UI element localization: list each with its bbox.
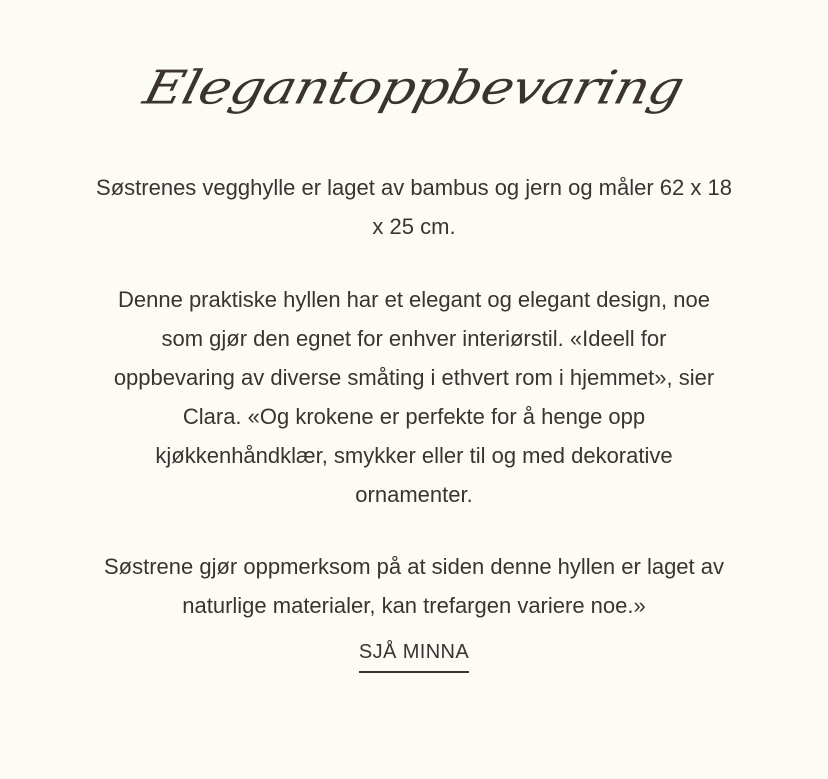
- paragraph-line: Søstrene gjør oppmerksom på at siden denne hyllen er laget av: [104, 554, 724, 579]
- paragraph-line: Clara. «Og krokene er perfekte for å henge opp: [182, 404, 646, 429]
- title-container: [0, 38, 828, 138]
- description-paragraph-2: [50, 280, 778, 514]
- paragraph-line: x 25 cm.: [372, 214, 456, 239]
- description-paragraph-3: [50, 547, 778, 625]
- paragraph-line: som gjør den egnet for enhver interiørstil. «Ideell for: [161, 326, 667, 351]
- paragraph-line: ornamenter.: [355, 482, 473, 507]
- section-title: Elegantoppbevaring: [138, 60, 690, 115]
- paragraph-line: kjøkkenhåndklær, smykker eller til og med dekorative: [155, 443, 673, 468]
- description-paragraph-1: [50, 168, 778, 246]
- paragraph-line: naturlige materialer, kan trefargen variere noe.»: [182, 593, 646, 618]
- paragraph-line: Denne praktiske hyllen har et elegant og elegant design, noe: [118, 287, 710, 312]
- cta-container: [0, 641, 828, 673]
- see-minna-link[interactable]: SJÅ MINNA: [359, 641, 469, 673]
- paragraph-line: Søstrenes vegghylle er laget av bambus og jern og måler 62 x 18: [96, 175, 732, 200]
- paragraph-line: oppbevaring av diverse småting i ethvert rom i hjemmet», sier: [113, 365, 715, 390]
